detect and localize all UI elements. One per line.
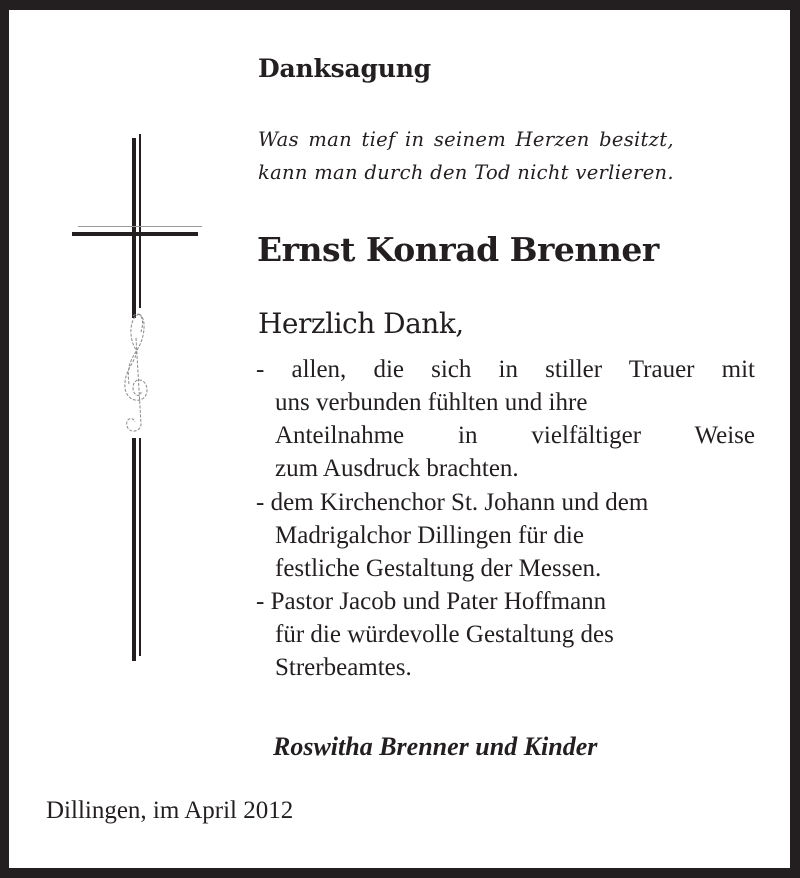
heading: Danksagung — [258, 54, 431, 83]
thanks-2-line-3: festliche Gestaltung der Messen. — [275, 555, 602, 582]
thanks-1-line-4: zum Ausdruck brachten. — [275, 455, 519, 482]
place-date: Dillingen, im April 2012 — [46, 797, 294, 824]
quote-line-1: Was man tief in seinem Herzen besitzt, — [258, 128, 674, 151]
quote-line-2: kann man durch den Tod nicht verlieren. — [258, 161, 674, 184]
thanks-3-line-2: für die würdevolle Gestaltung des — [275, 621, 614, 648]
thanks-2-line-2: Madrigalchor Dillingen für die — [275, 522, 584, 549]
thanks-3-line-3: Strerbeamtes. — [275, 654, 412, 681]
signature: Roswitha Brenner und Kinder — [273, 732, 598, 761]
thanks-2-line-1: - dem Kirchenchor St. Johann und dem — [256, 489, 649, 516]
obituary-card — [9, 10, 790, 868]
thanks-1-line-1: - allen, die sich in stiller Trauer mit — [256, 356, 755, 383]
thanks-3-line-1: - Pastor Jacob und Pater Hoffmann — [256, 588, 607, 615]
treble-clef-icon — [119, 308, 153, 438]
thanks-1-line-3: Anteilnahme in vielfältiger Weise — [275, 422, 755, 449]
deceased-name: Ernst Konrad Brenner — [257, 230, 659, 269]
greeting: Herzlich Dank, — [258, 307, 464, 340]
thanks-1-line-2: uns verbunden fühlten und ihre — [275, 389, 588, 416]
